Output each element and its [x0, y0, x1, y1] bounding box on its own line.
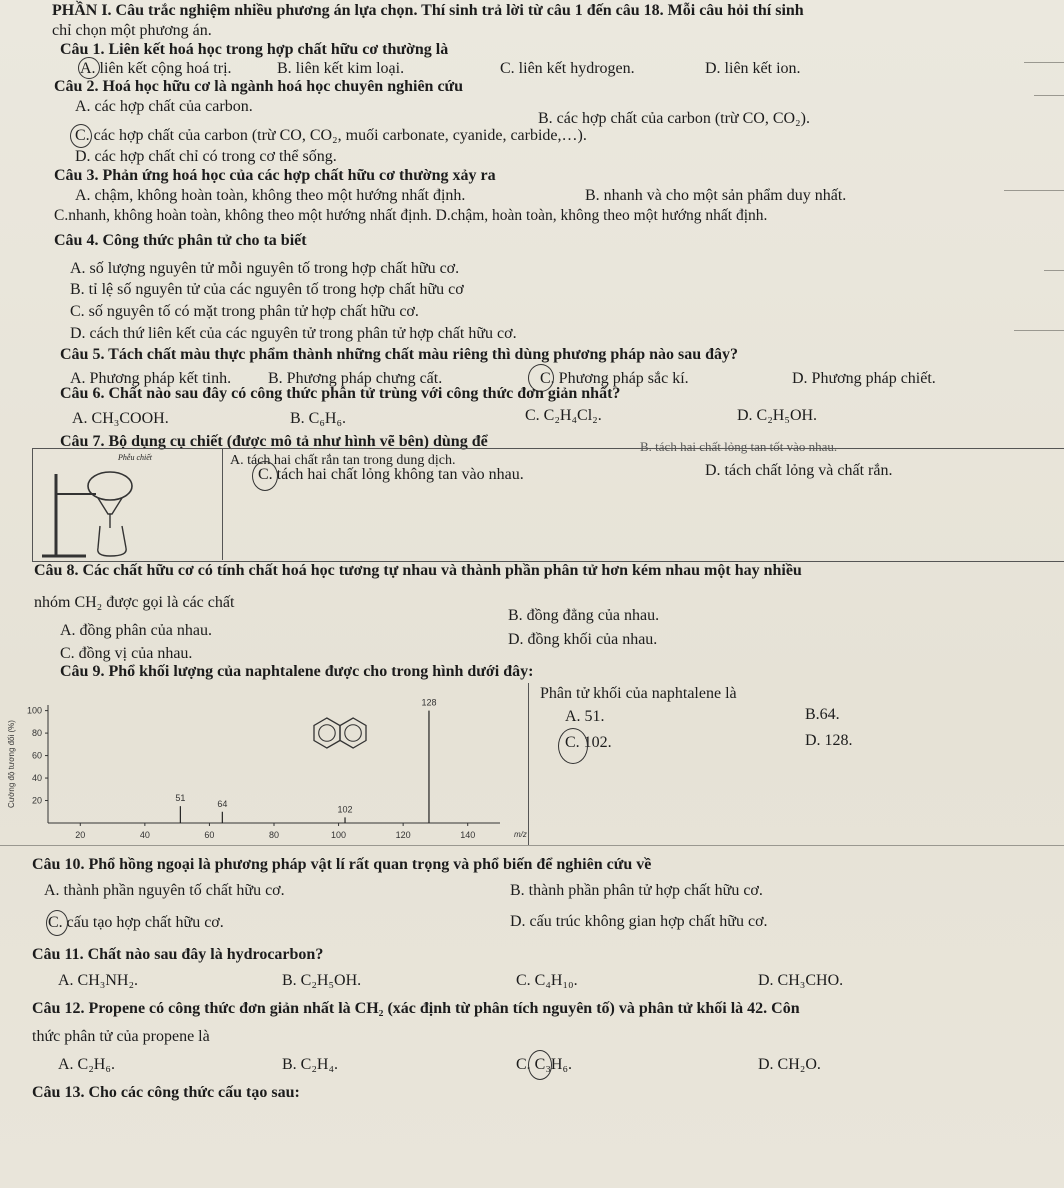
q10-option-a: A. thành phần nguyên tố chất hữu cơ.: [44, 882, 285, 899]
answer-mark-circle: [252, 461, 278, 491]
x-tick-label: 20: [75, 830, 86, 840]
aromatic-circle: [345, 725, 362, 742]
q9-option-b: B.64.: [805, 706, 840, 723]
q5-option-b: B. Phương pháp chưng cất.: [268, 370, 443, 387]
separatory-funnel-drawing: [36, 456, 186, 560]
question-12-stem: Câu 12. Propene có công thức đơn giản nhất là CH₂ (xác định từ phân tích nguyên tố) và phân tử khối là 42. Côn: [32, 1000, 800, 1017]
q3-option-b: B. nhanh và cho một sản phẩm duy nhất.: [585, 187, 847, 204]
q10-option-b: B. thành phần phân tử hợp chất hữu cơ.: [510, 882, 763, 899]
x-tick-label: 140: [460, 830, 476, 840]
q2-option-b: B. các hợp chất của carbon (trừ CO, CO₂).: [538, 110, 810, 127]
q9-option-c: C. 102.: [565, 734, 612, 751]
aromatic-circle: [319, 725, 336, 742]
x-axis-label: m/z: [514, 830, 527, 839]
question-8-stem: Câu 8. Các chất hữu cơ có tính chất hoá học tương tự nhau và thành phần phân tử hơn kém nhau một hay nhiều: [34, 562, 802, 579]
y-tick-label: 100: [26, 705, 42, 716]
q9-option-d: D. 128.: [805, 732, 853, 749]
margin-rule: [1024, 62, 1064, 63]
q4-option-b: B. tỉ lệ số nguyên tử của các nguyên tố trong hợp chất hữu cơ: [70, 281, 464, 298]
x-tick-label: 100: [331, 830, 347, 840]
q7-option-b: B. tách hai chất lỏng tan tốt vào nhau.: [640, 439, 838, 454]
naphthalene-ring: [340, 718, 366, 748]
margin-rule: [1044, 270, 1064, 271]
y-tick-label: 40: [31, 773, 42, 784]
q6-option-a: A. CH₃COOH.: [72, 410, 169, 427]
section-header-cont: chỉ chọn một phương án.: [52, 22, 212, 39]
y-tick-label: 20: [31, 795, 42, 806]
y-axis-label: Cường độ tương đối (%): [7, 720, 16, 808]
question-8-stem-cont: nhóm CH₂ được gọi là các chất: [34, 594, 235, 611]
answer-mark-circle: [528, 1050, 552, 1080]
x-tick-label: 40: [139, 830, 150, 840]
q9-question: Phân tử khối của naphtalene là: [540, 685, 737, 702]
question-5-stem: Câu 5. Tách chất màu thực phẩm thành những chất màu riêng thì dùng phương pháp nào sau đây?: [60, 346, 739, 363]
q3-option-c-d: C.nhanh, không hoàn toàn, không theo một hướng nhất định. D.chậm, hoàn toàn, không theo một hướng nhất định.: [54, 207, 768, 224]
question-4-stem: Câu 4. Công thức phân tử cho ta biết: [54, 232, 307, 249]
question-1-stem: Câu 1. Liên kết hoá học trong hợp chất hữu cơ thường là: [60, 41, 449, 58]
q12-option-d: D. CH₂O.: [758, 1056, 821, 1073]
x-tick-label: 120: [395, 830, 411, 840]
funnel-label: Phễu chiết: [118, 453, 152, 462]
answer-mark-circle: [70, 124, 92, 148]
q5-option-a: A. Phương pháp kết tinh.: [70, 370, 232, 387]
q6-option-c: C. C₂H₄Cl₂.: [525, 407, 602, 424]
q5-option-c: C. Phương pháp sắc kí.: [540, 370, 689, 387]
q8-option-a: A. đồng phân của nhau.: [60, 622, 212, 639]
q7-option-d: D. tách chất lỏng và chất rắn.: [705, 462, 893, 479]
section-header: PHẦN I. Câu trắc nghiệm nhiều phương án lựa chọn. Thí sinh trả lời từ câu 1 đến câu 18. Mỗi câu hỏi thí sinh: [52, 2, 804, 19]
peak-label: 128: [421, 697, 437, 708]
q7-divider: [222, 448, 223, 560]
q8-option-d: D. đồng khối của nhau.: [508, 631, 658, 648]
naphthalene-ring: [314, 718, 340, 748]
q7-option-c: C. tách hai chất lỏng không tan vào nhau.: [258, 466, 524, 483]
question-11-stem: Câu 11. Chất nào sau đây là hydrocarbon?: [32, 946, 324, 963]
answer-mark-circle: [78, 57, 100, 79]
q5-option-d: D. Phương pháp chiết.: [792, 370, 936, 387]
question-9-stem: Câu 9. Phổ khối lượng của naphtalene được cho trong hình dưới đây:: [60, 663, 534, 680]
margin-rule: [1014, 330, 1064, 331]
q12-option-c: C. C₃H₆.: [516, 1056, 573, 1073]
q8-option-b: B. đồng đẳng của nhau.: [508, 607, 660, 624]
x-tick-label: 60: [204, 830, 215, 840]
q4-option-a: A. số lượng nguyên tử mỗi nguyên tố trong hợp chất hữu cơ.: [70, 260, 460, 277]
q7-option-a: A. tách hai chất rắn tan trong dung dịch.: [230, 453, 456, 468]
question-7-stem: Câu 7. Bộ dụng cụ chiết (được mô tả như hình vẽ bên) dùng để: [60, 433, 488, 450]
question-10-stem: Câu 10. Phổ hồng ngoại là phương pháp vật lí rất quan trọng và phổ biến để nghiên cứu về: [32, 856, 652, 873]
peak-label: 102: [337, 804, 353, 815]
margin-rule: [1034, 95, 1064, 96]
q1-option-b: B. liên kết kim loại.: [277, 60, 405, 77]
question-7-box: [32, 448, 1064, 562]
q6-option-d: D. C₂H₅OH.: [737, 407, 818, 424]
q4-option-d: D. cách thứ liên kết của các nguyên tử trong phân tử hợp chất hữu cơ.: [70, 325, 517, 342]
question-13-stem: Câu 13. Cho các công thức cấu tạo sau:: [32, 1084, 300, 1101]
question-6-stem: Câu 6. Chất nào sau đây có công thức phân tử trùng với công thức đơn giản nhất?: [60, 385, 621, 402]
q10-option-c: C. cấu tạo hợp chất hữu cơ.: [48, 914, 224, 931]
q1-option-c: C. liên kết hydrogen.: [500, 60, 635, 77]
q9-option-a: A. 51.: [565, 708, 605, 725]
q1-option-d: D. liên kết ion.: [705, 60, 801, 77]
q12-option-a: A. C₂H₆.: [58, 1056, 115, 1073]
q10-option-d: D. cấu trúc không gian hợp chất hữu cơ.: [510, 913, 768, 930]
y-tick-label: 60: [31, 750, 42, 761]
q8-option-c: C. đồng vị của nhau.: [60, 645, 193, 662]
q6-option-b: B. C₆H₆.: [290, 410, 347, 427]
mass-spectrum-chart: [0, 683, 528, 861]
q2-option-a: A. các hợp chất của carbon.: [75, 98, 253, 115]
q2-option-c: C. các hợp chất của carbon (trừ CO, CO₂, muối carbonate, cyanide, carbide,…).: [75, 127, 587, 144]
q11-option-d: D. CH₃CHO.: [758, 972, 844, 989]
q11-option-b: B. C₂H₅OH.: [282, 972, 362, 989]
answer-mark-circle: [46, 910, 68, 936]
q12-option-b: B. C₂H₄.: [282, 1056, 339, 1073]
q11-option-c: C. C₄H₁₀.: [516, 972, 578, 989]
peak-label: 51: [175, 793, 186, 804]
peak-label: 64: [217, 798, 228, 809]
margin-rule: [1004, 190, 1064, 191]
answer-mark-circle: [558, 728, 588, 764]
q3-option-a: A. chậm, không hoàn toàn, không theo một hướng nhất định.: [75, 187, 466, 204]
q1-option-a: A. liên kết cộng hoá trị.: [80, 60, 232, 77]
y-tick-label: 80: [31, 728, 42, 739]
x-tick-label: 80: [268, 830, 280, 840]
question-12-stem-cont: thức phân tử của propene là: [32, 1028, 210, 1045]
q11-option-a: A. CH₃NH₂.: [58, 972, 139, 989]
question-3-stem: Câu 3. Phản ứng hoá học của các hợp chất hữu cơ thường xảy ra: [54, 167, 496, 184]
q2-option-d: D. các hợp chất chỉ có trong cơ thể sống.: [75, 148, 337, 165]
q4-option-c: C. số nguyên tố có mặt trong phân tử hợp chất hữu cơ.: [70, 303, 419, 320]
question-2-stem: Câu 2. Hoá học hữu cơ là ngành hoá học chuyên nghiên cứu: [54, 78, 464, 95]
